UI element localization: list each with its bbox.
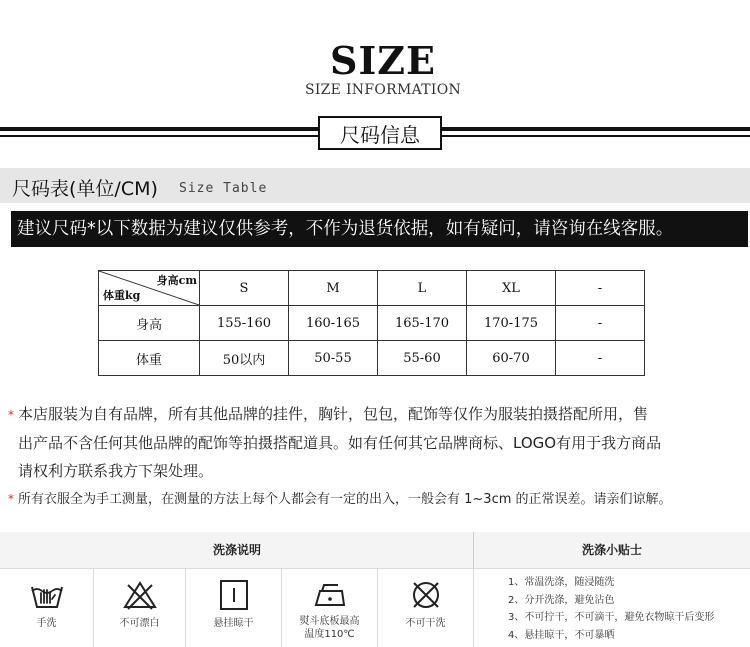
- wash-header: [0, 532, 750, 568]
- wash-item-hang-dry: [186, 569, 282, 647]
- size-subtitle: SIZE INFORMATION: [304, 82, 462, 98]
- notice-bar: 建议尺码*以下数据为建议仅供参考，不作为退货依据，如有疑问，请咨询在线客服。: [11, 211, 748, 247]
- wash-item-no-bleach: [94, 569, 186, 647]
- tip-item: 2、分开洗涤，避免沾色: [508, 594, 615, 606]
- corner-cell: [99, 271, 200, 306]
- column-header: XL: [467, 271, 556, 306]
- column-header: S: [200, 271, 289, 306]
- table-cell: 55-60: [378, 341, 467, 376]
- iron-icon: [312, 579, 348, 611]
- column-header: M: [289, 271, 378, 306]
- note-line: * 本店服装为自有品牌，所有其他品牌的挂件，胸针，包包，配饰等仅作为服装拍摄搭配所用，售: [8, 400, 743, 429]
- table-cell: 50以内: [200, 341, 289, 376]
- no-bleach-icon: [122, 579, 158, 611]
- corner-height-label: 身高cm: [156, 274, 197, 287]
- brand-note: [8, 400, 743, 485]
- tip-item: 4、悬挂晾干，不可暴晒: [508, 629, 615, 641]
- wash-instructions-title: 洗涤说明: [212, 543, 261, 557]
- table-cell: -: [556, 306, 645, 341]
- wash-tips-title: 洗涤小贴士: [581, 543, 642, 557]
- size-table: [98, 270, 645, 376]
- wash-item-no-dry-clean: [378, 569, 474, 647]
- star-mark: *: [8, 408, 14, 422]
- hand-wash-icon: [29, 579, 65, 611]
- table-row: [99, 306, 645, 341]
- size-info-badge: 尺码信息: [318, 116, 442, 150]
- wash-item-label: 悬挂晾干: [213, 618, 254, 629]
- wash-item-label: 手洗: [36, 618, 57, 629]
- table-cell: 160-165: [289, 306, 378, 341]
- wash-item-hand-wash: [0, 569, 94, 647]
- size-table-title: 尺码表(单位/CM): [12, 178, 158, 200]
- star-mark: *: [8, 492, 14, 506]
- table-cell: 50-55: [289, 341, 378, 376]
- column-header: L: [378, 271, 467, 306]
- size-table-title-en: Size Table: [179, 181, 268, 196]
- table-cell: 60-70: [467, 341, 556, 376]
- table-cell: 170-175: [467, 306, 556, 341]
- wash-item-label: 不可干洗: [405, 618, 446, 629]
- no-dry-clean-icon: [408, 579, 444, 611]
- wash-item-iron: [282, 569, 378, 647]
- size-table-bar: [0, 168, 750, 203]
- wash-item-label: 熨斗底板最高 温度110℃: [299, 616, 360, 640]
- tip-item: 1、常温洗涤，随浸随洗: [508, 577, 615, 588]
- note-line: 请权利方联系我方下架处理。: [18, 462, 214, 480]
- table-header-row: [99, 271, 645, 306]
- hang-dry-icon: [216, 579, 252, 611]
- table-cell: 155-160: [200, 306, 289, 341]
- wash-item-label: 不可漂白: [119, 618, 160, 629]
- row-label: 体重: [99, 341, 200, 376]
- wash-row: [0, 568, 750, 647]
- table-row: [99, 341, 645, 376]
- table-cell: 165-170: [378, 306, 467, 341]
- table-cell: -: [556, 341, 645, 376]
- size-title: SIZE: [330, 38, 436, 83]
- column-header: -: [556, 271, 645, 306]
- corner-weight-label: 体重kg: [103, 289, 141, 302]
- wash-tips-list: [508, 574, 714, 644]
- row-label: 身高: [99, 306, 200, 341]
- tip-item: 3、不可拧干，不可滴干，避免衣物晾干后变形: [508, 612, 715, 623]
- note-line: 出产品不含任何其他品牌的配饰等拍摄搭配道具。如有任何其它品牌商标、LOGO有用于我方商品: [18, 434, 662, 452]
- measure-note: * 所有衣服全为手工测量，在测量的方法上每个人都会有一定的出入，一般会有 1~3cm 的正常误差。请亲们谅解。: [8, 492, 672, 507]
